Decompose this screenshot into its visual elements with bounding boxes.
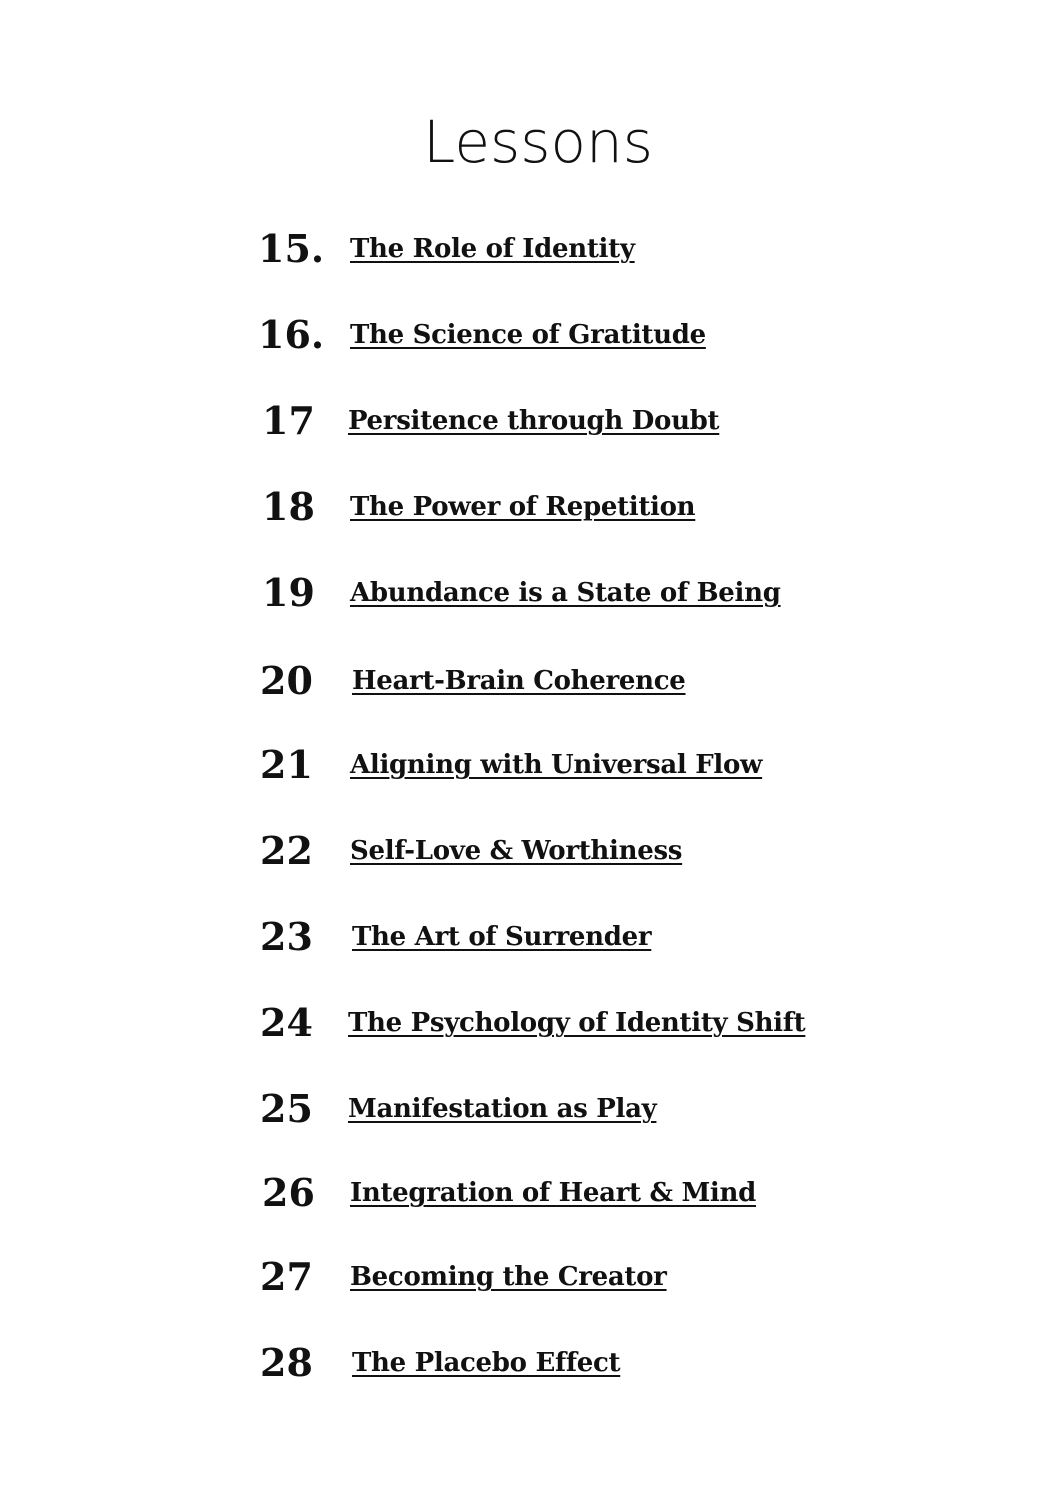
lesson-number: 28 (260, 1340, 313, 1385)
lesson-link[interactable]: Abundance is a State of Being (350, 578, 781, 608)
lesson-item[interactable] (0, 912, 1050, 962)
lesson-link[interactable]: Manifestation as Play (348, 1094, 657, 1124)
lesson-number: 16. (258, 312, 325, 357)
lesson-number: 15. (258, 226, 325, 271)
lesson-number: 26 (262, 1170, 315, 1215)
page-title: Lessons (423, 108, 653, 176)
lesson-number: 24 (260, 1000, 313, 1045)
lesson-number: 20 (260, 658, 313, 703)
lesson-link[interactable]: Heart-Brain Coherence (352, 666, 686, 696)
lesson-item[interactable] (0, 1252, 1050, 1302)
lesson-link[interactable]: The Power of Repetition (350, 492, 696, 522)
lesson-item[interactable] (0, 656, 1050, 706)
lesson-item[interactable] (0, 310, 1050, 360)
lesson-link[interactable]: Aligning with Universal Flow (350, 750, 763, 780)
lesson-link[interactable]: The Role of Identity (350, 234, 635, 264)
lesson-item[interactable] (0, 1338, 1050, 1388)
lesson-item[interactable] (0, 740, 1050, 790)
lesson-link[interactable]: The Placebo Effect (352, 1348, 621, 1378)
lesson-item[interactable] (0, 1084, 1050, 1134)
lesson-link[interactable]: Self-Love & Worthiness (350, 836, 683, 866)
lesson-item[interactable] (0, 482, 1050, 532)
lesson-number: 27 (260, 1254, 313, 1299)
lesson-link[interactable]: The Psychology of Identity Shift (348, 1008, 806, 1038)
lesson-item[interactable] (0, 1168, 1050, 1218)
lesson-number: 22 (260, 828, 313, 873)
lesson-link[interactable]: The Art of Surrender (352, 922, 652, 952)
lesson-item[interactable] (0, 396, 1050, 446)
lesson-number: 17 (262, 398, 315, 443)
lesson-item[interactable] (0, 826, 1050, 876)
lesson-number: 21 (260, 742, 313, 787)
lesson-item[interactable] (0, 998, 1050, 1048)
lesson-link[interactable]: Becoming the Creator (350, 1262, 667, 1292)
lesson-number: 19 (262, 570, 315, 615)
lesson-item[interactable] (0, 568, 1050, 618)
lesson-link[interactable]: Persitence through Doubt (348, 406, 720, 436)
lesson-item[interactable] (0, 224, 1050, 274)
lesson-link[interactable]: Integration of Heart & Mind (350, 1178, 756, 1208)
lesson-link[interactable]: The Science of Gratitude (350, 320, 706, 350)
lesson-number: 18 (262, 484, 315, 529)
lesson-number: 23 (260, 914, 313, 959)
lesson-number: 25 (260, 1086, 313, 1131)
